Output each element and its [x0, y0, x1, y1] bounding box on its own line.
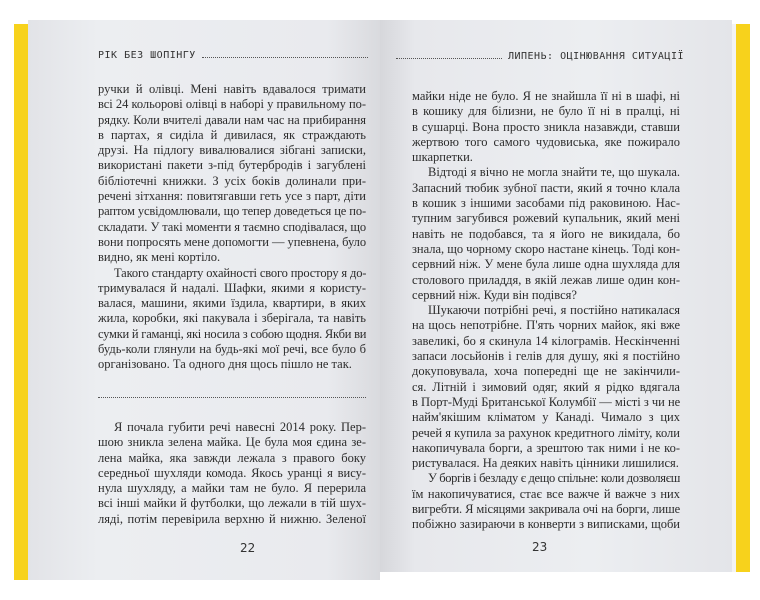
- text-line: ся. Літній і зимовий одяг, який я рідко вдягала: [412, 379, 680, 394]
- dotted-rule: [396, 58, 502, 59]
- text-line: Запасний тюбик зубної пасти, який я точно клала: [412, 180, 680, 195]
- text-line: навіть не подобався, та я його не викидала, бо: [412, 226, 680, 241]
- text-line: нула шухляду, а майки там не було. Я перерила: [98, 481, 366, 496]
- left-text-block-2: [98, 420, 366, 527]
- text-line: валася, машини, якими їздила, квартири, в яких: [98, 296, 366, 311]
- dotted-rule: [202, 57, 368, 58]
- text-line: шою зникла зелена майка. Це була моя єдина зе-: [98, 435, 366, 450]
- left-running-header: [98, 50, 368, 61]
- text-line: тупним загубився рожевий купальник, який мені: [412, 211, 680, 226]
- text-line: ручки й олівці. Мені навіть вдавалося тримати: [98, 82, 366, 96]
- section-separator: [98, 397, 366, 398]
- text-line: вони попросять мене допомогти — упевнена, було: [98, 234, 366, 249]
- text-line: організовано. Та одного дня щось пішло не так.: [98, 357, 352, 372]
- text-line: ляді, потім перевірила верхню й нижню. Зеленої: [98, 511, 366, 526]
- text-line: в Порт-Муді Британської Колумбії — місті з чи не: [412, 394, 680, 409]
- text-line: Я почала губити речі навесні 2014 року. Пер-: [114, 420, 366, 434]
- text-line: в партах, я сиділа й дивилася, як страждають: [98, 127, 366, 142]
- text-line: ристувалася. На деяких навіть цінники лишилися.: [412, 456, 679, 471]
- right-running-header: [396, 51, 684, 62]
- page-number-left: 22: [240, 541, 256, 555]
- text-line: середньої шухляди комода. Якось уранці я вису-: [98, 465, 366, 480]
- left-text-block-1: [98, 82, 366, 373]
- page-number-right: 23: [532, 540, 548, 554]
- text-line: тримувалася й надалі. Шафки, якими я користу-: [98, 280, 366, 295]
- text-line: завеликі, бо я скинула 14 кілограмів. Нескінченні: [412, 333, 680, 348]
- text-line: всі 24 кольорові олівці в наборі у правильному по-: [98, 97, 366, 112]
- text-line: раптом усвідомлювали, що тепер доведеться це по-: [98, 204, 366, 219]
- text-line: Відтоді я вічно не могла знайти те, що шукала.: [428, 165, 680, 180]
- text-line: У боргів і безладу є дещо спільне: коли дозволяєш: [428, 471, 680, 486]
- text-line: докуповувала, хоча попередні ще не закінчили-: [412, 364, 680, 379]
- text-line: вигребти. Я місяцями закривала очі на борги, лише: [412, 502, 680, 517]
- text-line: найм'якішим кліматом у Канаді. Чимало з цих: [412, 410, 680, 425]
- text-line: в кошику для білизни, не було її ні в пралці, ні: [412, 104, 680, 119]
- text-line: столового приладдя, в якій лежав лише один кон-: [412, 272, 680, 287]
- text-line: речені зітхання: повитягавши геть усе з парт, діти: [98, 189, 366, 204]
- text-line: сумки й гаманці, які носила з собою щодня. Якби ви: [98, 326, 366, 341]
- text-line: їм накопичуватися, стає все важче й важче з них: [412, 486, 680, 501]
- text-line: накопичувала борги, а зрештою так ними і не ко-: [412, 440, 680, 455]
- text-line: знала, що чорному скоро настане кінець. Тоді кон-: [412, 241, 680, 256]
- text-line: майки ніде не було. Я не знайшла її ні в шафі, ні: [412, 89, 680, 103]
- text-line: сервний ніж. Куди він подівся?: [412, 287, 577, 302]
- text-line: речей я купила за рахунок кредитного ліміту, коли: [412, 425, 680, 440]
- text-line: побіжно зазираючи в конверти з виписками, щоби: [412, 517, 680, 532]
- text-line: жертвою того самого чудовиська, яке пожирало: [412, 134, 680, 149]
- text-line: друзі. На підлогу вивалювалися зібгані записки,: [98, 143, 366, 158]
- text-line: в кошик з іншими засобами під раковиною. Нас-: [412, 196, 680, 211]
- text-line: рядку. Коли вчителі давали нам час на прибирання: [98, 112, 366, 127]
- text-line: запаси лосьйонів і гелів для душу, які я постійно: [412, 349, 680, 364]
- text-line: жила, коробки, які пакувала і зберігала, та навіть: [98, 311, 366, 326]
- text-line: сервний ніж. У мене була лише одна шухляда для: [412, 257, 680, 272]
- running-header-title: ЛИПЕНЬ: ОЦІНЮВАННЯ СИТУАЦІЇ: [507, 51, 684, 62]
- text-line: будь-коли глянули на будь-які мої речі, все було б: [98, 342, 366, 357]
- text-line: видно, як мені кортіло.: [98, 250, 221, 265]
- right-text-block: [412, 89, 680, 533]
- running-header-title: РІК БЕЗ ШОПІНГУ: [98, 50, 196, 61]
- book-edge-right: [736, 24, 750, 572]
- text-line: на щось непотрібне. П'ять чорних майок, які вже: [412, 318, 680, 333]
- text-line: бібліотечні книжки. З усіх боків долинали при-: [98, 173, 366, 188]
- text-line: використані пакети з-під бутербродів і загублені: [98, 158, 366, 173]
- text-line: всі інші майки й футболки, що лежали в тій шух-: [98, 496, 366, 511]
- text-line: складати. У такі моменти я таємно сподівалася, що: [98, 219, 366, 234]
- text-line: шкарпетки.: [412, 150, 473, 165]
- text-line: лена майка, яка завжди лежала з правого боку: [98, 450, 366, 465]
- text-line: Шукаючи потрібні речі, я постійно натикалася: [428, 303, 680, 318]
- text-line: Такого стандарту охайності свого простору я до-: [114, 265, 366, 280]
- text-line: в сушарці. Вона просто зникла назавжди, ставши: [412, 119, 680, 134]
